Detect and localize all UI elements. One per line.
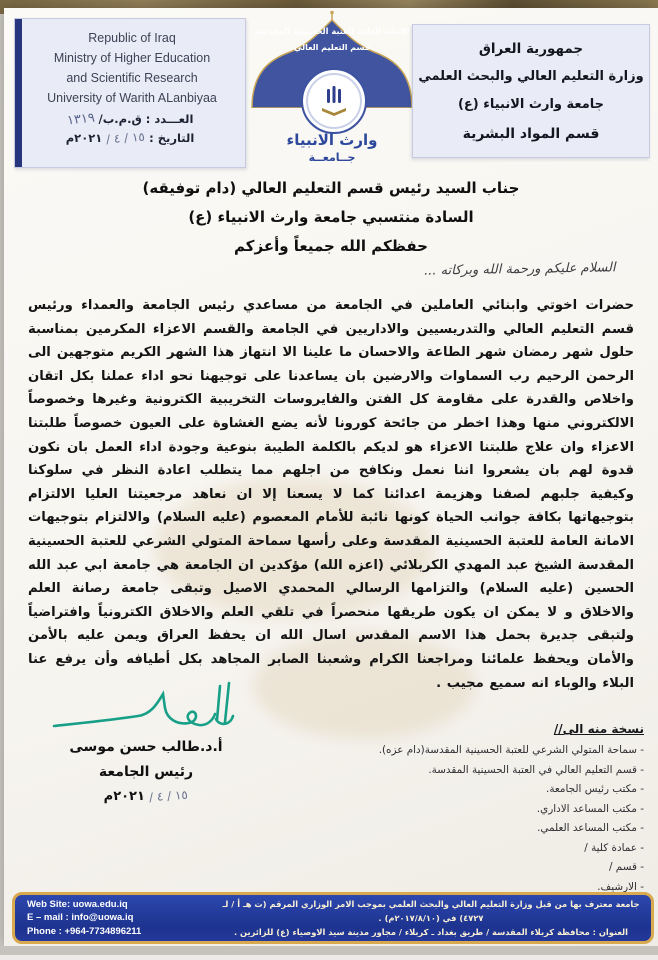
signature-date — [38, 784, 254, 809]
footer-email: E – mail : info@uowa.iq — [27, 912, 134, 924]
copy-distribution-list — [314, 722, 644, 897]
addressee-line1: جناب السيد رئيس قسم التعليم العالي (دام توفيقه) — [142, 179, 520, 197]
date-label: التاريخ : — [149, 131, 195, 145]
shrine-emblem — [246, 10, 418, 172]
copy-item: - قسم / — [608, 861, 644, 873]
emblem-calligraphy-sub: جــامعــة — [308, 151, 356, 164]
copy-item: - الارشيف. — [597, 880, 644, 893]
ministry-name-en-2: and Scientific Research — [66, 71, 198, 85]
emblem-calligraphy-main: وارث الانبياء — [286, 131, 378, 149]
date-handwritten: ١٥ / ٤ / — [105, 129, 146, 147]
letterhead-english-box — [14, 18, 246, 168]
navy-edge-bar — [15, 19, 22, 167]
footer-phone: Phone : +964-7734896211 — [27, 925, 142, 937]
university-name-en: University of Warith ALanbiyaa — [47, 91, 217, 105]
copy-list-header: نسخة منه الى// — [553, 722, 644, 736]
date-year: ٢٠٢١م — [65, 131, 103, 145]
addressee-line2: السادة منتسبي جامعة وارث الانبياء (ع) — [188, 208, 474, 226]
letter-paper — [4, 8, 658, 946]
ref-number-label: العـــدد : ق.م.ب/ — [98, 112, 194, 126]
copy-item: - عمادة كلية / — [584, 841, 644, 854]
signature-date-year: ٢٠٢١م — [103, 789, 145, 804]
copy-item: - مكتب المساعد العلمي. — [537, 822, 644, 834]
university-name-ar: جامعة وارث الانبياء (ع) — [457, 97, 605, 112]
footer-website: Web Site: uowa.edu.iq — [27, 898, 128, 910]
country-name-ar: جمهورية العراق — [478, 41, 584, 57]
signature-block — [38, 674, 254, 809]
copy-item: - سماحة المتولي الشرعي للعتبة الحسينية المقدسة(دام عزه). — [378, 744, 644, 756]
footer-arabic-block — [215, 897, 651, 939]
copy-item: - مكتب المساعد الاداري. — [536, 802, 644, 815]
university-seal-icon — [316, 83, 352, 119]
ref-number-handwritten: ١٣١٩ — [65, 110, 96, 129]
footer-contact-block — [15, 898, 215, 939]
copy-item: - مكتب رئيس الجامعة. — [546, 783, 644, 795]
footer-address-line: العنوان : محافظة كربلاء المقدسة / طريق بغداد ـ كربلاء / مجاور مدينة سيد الاوصياء (ع) للزائرين . — [234, 927, 628, 937]
copy-item: - قسم التعليم العالي في العتبة الحسينية المقدسة. — [428, 763, 644, 776]
footer-accreditation-line: جامعة معترف بها من قبل وزارة التعليم العالي والبحث العلمي بموجب الامر الوزاري المرقم (ت هـ أ / لـ ٤٧٢٧) في (٢٠١٧/٨/١٠م) . — [222, 899, 640, 923]
signature-icon — [46, 674, 246, 736]
background-surface-bottom-light — [0, 955, 658, 960]
emblem-banner-line1: الامانة العامة للعتبة الحسينية المقدسة — [254, 26, 410, 36]
addressee-line3: حفظكم الله جميعاً وأعزكم — [234, 237, 428, 255]
footer-bar — [12, 892, 654, 944]
signature-date-handwritten: ١٥ / ٤ / — [149, 787, 189, 805]
emblem-banner-line2: قسم التعليم العالي — [294, 43, 370, 52]
country-name-en: Republic of Iraq — [88, 31, 176, 45]
letter-body-text: حضرات اخوتي وابنائي العاملين في الجامعة من مساعدي رئيس الجامعة والعمداء ورئيس قسم التعليم العالي والتدريسيين والاداريين في الجامعة والقسم الاعزاء المكرمين بمناسبة حلول شهر رمضان شهر الطاعة والاحسان ما علينا الا انتهاز هذا الشهر الكريم متوجهين الى الرحمن الرحيم رب السماوات والارضين بان يساعدنا على توجيهنا نحو اداء عملنا بكل اتقان واخلاص والقدرة على مقاومة كل الفتن والفايروسات التخريبية الكترونية وغيرها وخصوصاً الالكتروني منها وهذا اخطر من جائحة كورونا لأنه يضع الغشاوة على العيون خصوصاً طلبتنا الاعزاء وان علاج طلبتنا الاعزاء هو لديكم بالكلمة الطيبة بنوعية وجودة اداء العمل بان نكون قدوة لهم بان يشعروا اننا نعمل ونكافح من اجلهم مما يتطلب اعادة النظر في سلوكنا وكيفية جلبهم لصفنا وهزيمة اعدائنا كما لا يسعنا إلا ان نعاهد مرجعيتنا العليا الالتزام بتوجيهاتها بكافة جوانب الحياة كونها نائبة للأمام المعصوم (عليه السلام) والالتزام بتوجيهات الامانة العامة للعتبة الحسينية المقدسة وعلى رأسها سماحة المتولي الشرعي للعتبة الحسينية المقدسة الشيخ عبد المهدي الكربلائي (اعزه الله) مؤكدين ان الجامعة هي جامعة ابي عبد الله الحسين (عليه السلام) والتزامها الرسالي المحمدي الاصيل وتبقى جامعة رصانة العلم والاخلاق و لا يمكن ان يكون طريقها منحصراً في تلقي العلم والاخلاق الكترونياً وافتراضياً ولتبقى جديرة بحمل هذا الاسم المقدس اسال الله ان يحفظ العراق ويمن عليه بالأمن والأمان ويحفظ علمائنا ومراجعنا الكرام وشعبنا الصابر المجاهد بكل أطيافه وأن يرفع عنا البلاء والوباء انه سميع مجيب . — [28, 298, 634, 691]
university-seal — [301, 68, 367, 134]
ministry-name-ar: وزارة التعليم العالي والبحث العلمي — [418, 69, 644, 84]
handwritten-salutation: السلام عليكم ورحمة الله وبركاته ... — [424, 260, 617, 279]
signer-title: رئيس الجامعة — [98, 764, 194, 780]
addressee-block — [4, 174, 658, 261]
letterhead-arabic-box — [412, 24, 650, 158]
date-line — [15, 131, 245, 145]
signer-name: أ.د.طالب حسن موسى — [69, 739, 223, 755]
ministry-name-en: Ministry of Higher Education — [53, 51, 211, 65]
ref-number-line — [15, 112, 245, 127]
department-name-ar: قسم المواد البشرية — [462, 126, 600, 142]
